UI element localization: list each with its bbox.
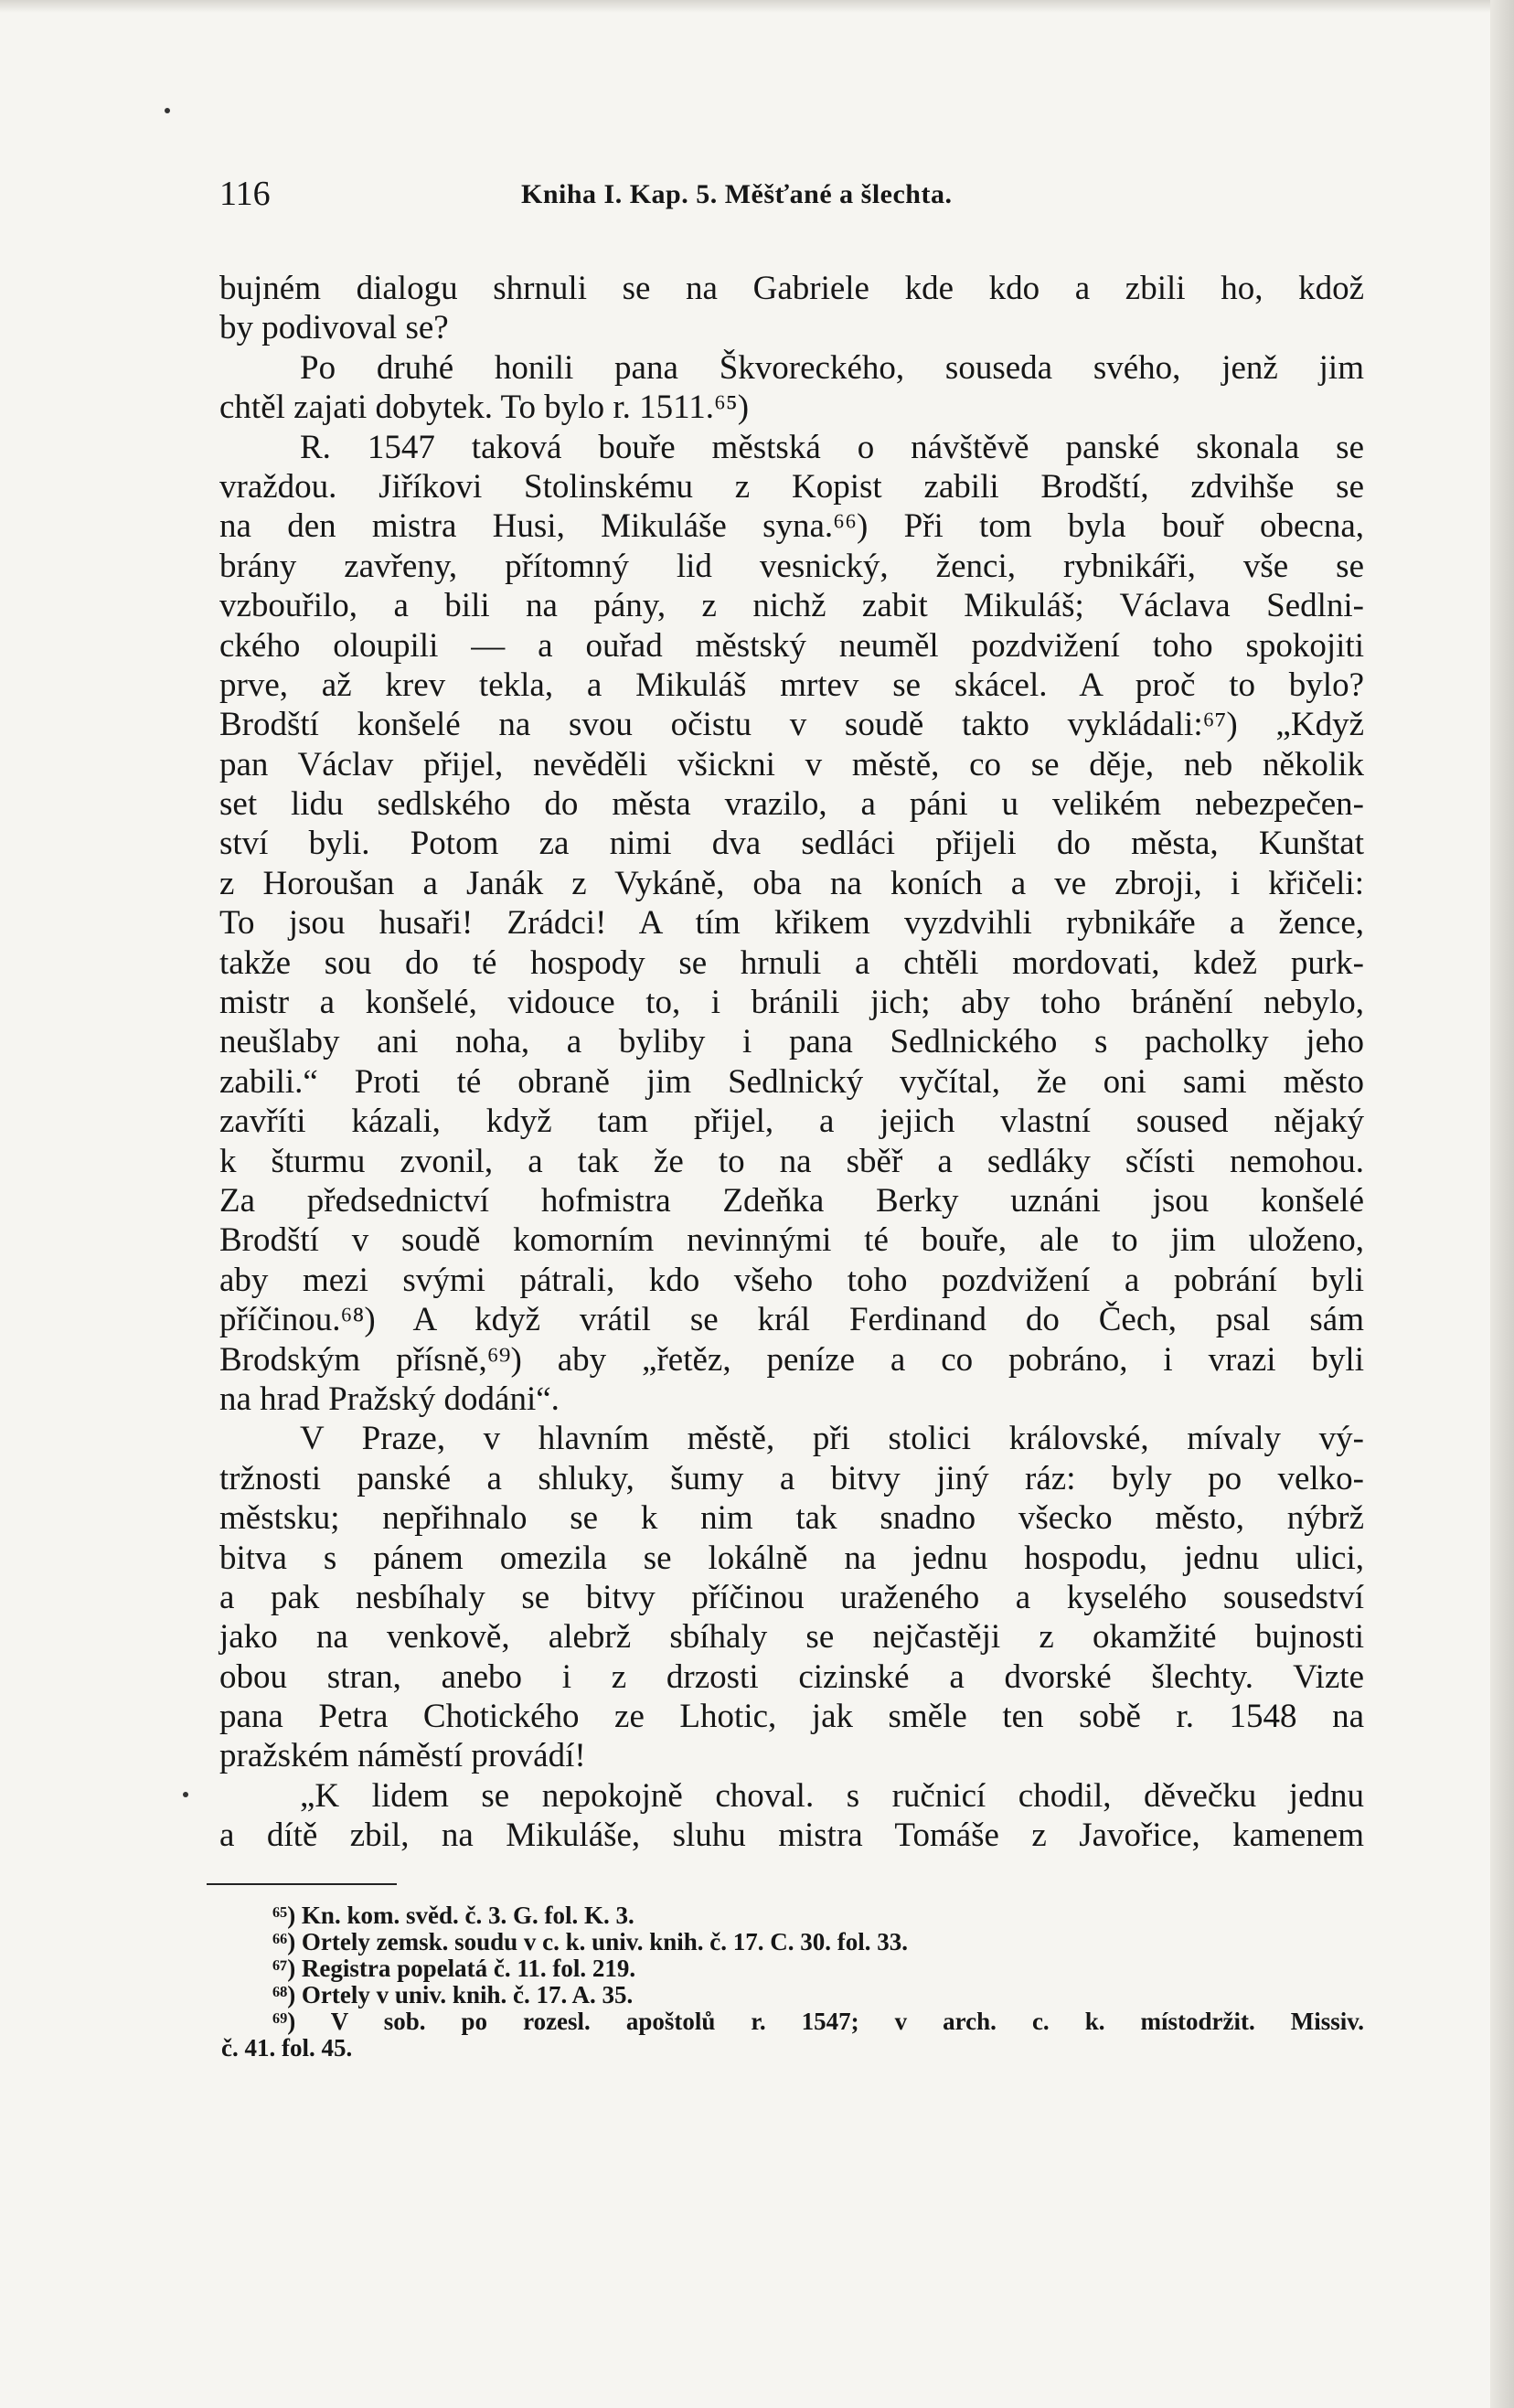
text-line: aby mezi svými pátrali, kdo všeho toho pozdvižení a pobrání byli — [219, 1261, 1364, 1299]
text-line: a dítě zbil, na Mikuláše, sluhu mistra Tomáše z Javořice, kamenem — [219, 1817, 1364, 1855]
body-text — [219, 269, 1364, 1856]
footnote: ⁶⁷) Registra popelatá č. 11. fol. 219. — [272, 1955, 636, 1982]
text-line: na hrad Pražský dodáni“. — [219, 1380, 560, 1418]
text-line: a pak nesbíhaly se bitvy příčinou uraženého a kyselého sousedství — [219, 1578, 1364, 1616]
text-line: chtěl zajati dobytek. To bylo r. 1511.⁶⁵) — [219, 389, 750, 427]
speck — [165, 108, 170, 113]
text-line: příčinou.⁶⁸) A když vrátil se král Ferdinand do Čech, psal sám — [219, 1301, 1364, 1339]
text-line: Brodští konšelé na svou očistu v soudě takto vykládali:⁶⁷) „Když — [219, 706, 1364, 744]
text-line: zavříti kázali, když tam přijel, a jejich vlastní soused nějaký — [219, 1103, 1364, 1141]
text-line: na den mistra Husi, Mikuláše syna.⁶⁶) Při tom byla bouř obecna, — [219, 507, 1364, 546]
text-line: k šturmu zvonil, a tak že to na sběř a sedláky sčísti nemohou. — [219, 1142, 1364, 1180]
text-line: pana Petra Chotického ze Lhotic, jak směle ten sobě r. 1548 na — [219, 1698, 1364, 1736]
text-line: ství byli. Potom za nimi dva sedláci přijeli do města, Kunštat — [219, 825, 1364, 863]
running-title: Kniha I. Kap. 5. Měšťané a šlechta. — [521, 179, 953, 209]
text-line: R. 1547 taková bouře městská o návštěvě panské skonala se — [300, 428, 1364, 466]
text-line: tržnosti panské a shluky, šumy a bitvy jiný ráz: byly po velko- — [219, 1459, 1364, 1497]
text-line: bitva s pánem omezila se lokálně na jednu hospodu, jednu ulici, — [219, 1539, 1364, 1577]
footnote-rule — [207, 1883, 397, 1885]
page-number: 116 — [219, 175, 271, 213]
text-line: set lidu sedlského do města vrazilo, a páni u velikém nebezpečen- — [219, 785, 1364, 824]
footnote: ⁶⁶) Ortely zemsk. soudu v c. k. univ. knih. č. 17. C. 30. fol. 33. — [272, 1928, 908, 1955]
text-line: Za předsednictví hofmistra Zdeňka Berky uznáni jsou konšelé — [219, 1181, 1364, 1220]
text-line: by podivoval se? — [219, 309, 449, 347]
text-line: V Praze, v hlavním městě, při stolici královské, mívaly vý- — [300, 1420, 1364, 1458]
text-line: To jsou husaři! Zrádci! A tím křikem vyzdvihli rybnikáře a žence, — [219, 904, 1364, 943]
text-line: ckého oloupili — a ouřad městský neuměl pozdvižení toho spokojiti — [219, 626, 1364, 665]
text-line: pan Václav přijel, nevěděli všickni v městě, co se děje, neb několik — [219, 745, 1364, 783]
running-head — [219, 174, 1362, 218]
text-line: pražském náměstí provádí! — [219, 1737, 586, 1775]
text-line: zabili.“ Proti té obraně jim Sedlnický vyčítal, že oni sami město — [219, 1062, 1364, 1101]
footnote: ⁶⁸) Ortely v univ. knih. č. 17. A. 35. — [272, 1981, 634, 2008]
footnote-continuation: č. 41. fol. 45. — [221, 2034, 353, 2062]
text-line: městsku; nepřihnalo se k nim tak snadno všecko město, nýbrž — [219, 1499, 1364, 1538]
text-line: mistr a konšelé, vidouce to, i bránili jich; aby toho bránění nebylo, — [219, 984, 1364, 1022]
text-line: bujném dialogu shrnuli se na Gabriele kde kdo a zbili ho, kdož — [219, 270, 1364, 307]
footnotes — [221, 1902, 1364, 2062]
text-line: obou stran, anebo i z drzosti cizinské a dvorské šlechty. Vizte — [219, 1657, 1364, 1696]
page-top-shadow — [0, 0, 1514, 13]
text-line: prve, až krev tekla, a Mikuláš mrtev se skácel. A proč to bylo? — [219, 666, 1364, 704]
text-line: vzbouřilo, a bili na pány, z nichž zabit Mikuláš; Václava Sedlni- — [219, 587, 1364, 625]
text-line: z Horoušan a Janák z Vykáně, oba na koních a ve zbroji, i křičeli: — [219, 864, 1364, 902]
text-line: brány zavřeny, přítomný lid vesnický, ženci, rybnikáři, vše se — [219, 547, 1364, 585]
text-line: vraždou. Jiříkovi Stolinskému z Kopist zabili Brodští, zdvihše se — [219, 467, 1364, 506]
text-line: Brodským přísně,⁶⁹) aby „řetěz, peníze a co pobráno, i vrazi byli — [219, 1340, 1364, 1379]
text-line: jako na venkově, alebrž sbíhaly se nejčastěji z okamžité bujnosti — [219, 1618, 1364, 1657]
text-line: „K lidem se nepokojně choval. s ručnicí chodil, děvečku jednu — [300, 1776, 1364, 1815]
page-right-edge — [1490, 0, 1514, 2408]
text-line: neušlaby ani noha, a byliby i pana Sedlnického s pacholky jeho — [219, 1023, 1364, 1061]
text-line: Brodští v soudě komorním nevinnými té bouře, ale to jim uloženo, — [219, 1221, 1364, 1260]
speck — [183, 1792, 188, 1797]
text-line: takže sou do té hospody se hrnuli a chtěli mordovati, kdež purk- — [219, 943, 1364, 982]
footnote: ⁶⁹) V sob. po rozesl. apoštolů r. 1547; v arch. c. k. místodržit. Missiv. — [272, 2008, 1364, 2035]
text-line: Po druhé honili pana Škvoreckého, souseda svého, jenž jim — [300, 348, 1364, 387]
footnote: ⁶⁵) Kn. kom. svěd. č. 3. G. fol. K. 3. — [272, 1902, 634, 1929]
